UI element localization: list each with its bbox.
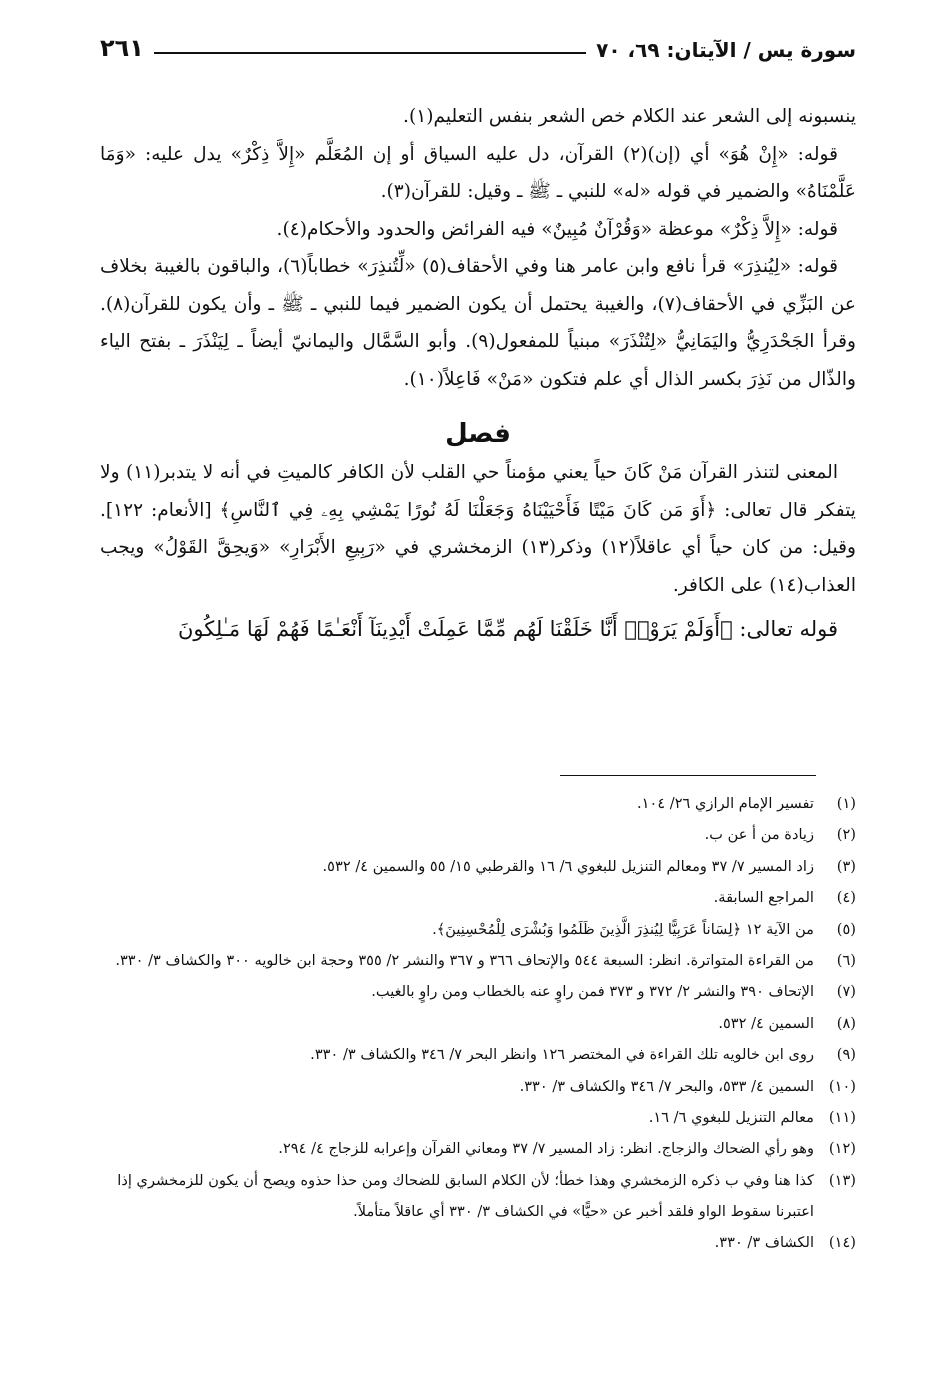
footnote-number: (١٢) [828, 1140, 856, 1158]
footnote-item [100, 1102, 856, 1133]
footnote-item [100, 1039, 856, 1070]
footnote-number: (٣) [836, 857, 856, 875]
footnote-number: (١) [836, 795, 856, 812]
footnote-item [100, 851, 856, 882]
footnote-item [100, 882, 856, 913]
page-number: ٢٦١ [100, 34, 144, 62]
footnote-number: (٤) [836, 889, 856, 907]
footnote-item [100, 1133, 856, 1164]
footnote-number: (٢) [836, 826, 856, 844]
paragraph-1: ينسبونه إلى الشعر عند الكلام خص الشعر بنفس التعليم(١). [403, 106, 856, 127]
paragraph-2: قوله: «إِنْ هُوَ» أي (إن)(٢) القرآن، دل عليه السياق أو إن المُعَلَّم «إِلاَّ ذِكْرٌ» يدل عليه: «وَمَا عَلَّمْنَاهُ» والضمير في قوله «له» للنبي ـ ﷺ ـ وقيل: للقرآن(٣). [100, 143, 856, 202]
footnote-item [100, 1165, 856, 1227]
footnote-item [100, 788, 856, 819]
footnote-text: تفسير الإمام الرازي ٢٦/ ١٠٤. [637, 795, 814, 812]
footnote-text: روى ابن خالويه تلك القراءة في المختصر ١٢٦ وانظر البحر ٧/ ٣٤٦ والكشاف ٣/ ٣٣٠. [310, 1046, 814, 1064]
footnote-number: (٥) [836, 920, 856, 938]
header-rule [154, 52, 586, 54]
footnote-number: (٩) [836, 1046, 856, 1064]
verse-line: قوله تعالى: ﴿أَوَلَمْ يَرَوْا۟ أَنَّا خَلَقْنَا لَهُم مِّمَّا عَمِلَتْ أَيْدِينَآ أَنْعَـٰمًا فَهُمْ لَهَا مَـٰلِكُونَ [177, 617, 838, 641]
footnote-item [100, 1008, 856, 1039]
header-title: سورة يس / الآيتان: ٦٩، ٧٠ [596, 38, 856, 62]
footnote-item [100, 1227, 856, 1258]
footnote-number: (٨) [836, 1014, 856, 1032]
footnote-item [100, 945, 856, 976]
footnote-text: معالم التنزيل للبغوي ٦/ ١٦. [648, 1109, 814, 1127]
footnote-item [100, 914, 856, 945]
footnote-number: (٧) [836, 983, 856, 1001]
running-header [100, 28, 856, 62]
footnote-text: زاد المسير ٧/ ٣٧ ومعالم التنزيل للبغوي ٦/ ١٦ والقرطبي ١٥/ ٥٥ والسمين ٤/ ٥٣٢. [322, 857, 814, 875]
footnote-text: المراجع السابقة. [713, 889, 814, 907]
footnote-item [100, 819, 856, 850]
footnote-number: (١١) [828, 1109, 856, 1127]
footnote-separator [560, 775, 816, 776]
footnote-text: السمين ٤/ ٥٣٣، والبحر ٧/ ٣٤٦ والكشاف ٣/ ٣٣٠. [519, 1077, 814, 1095]
footnote-text: الإتحاف ٣٩٠ والنشر ٢/ ٣٧٢ و ٣٧٣ فمن راوٍ عنه بالخطاب ومن راوٍ بالغيب. [371, 983, 814, 1001]
footnote-text: زيادة من أ عن ب. [704, 826, 814, 844]
footnote-item [100, 976, 856, 1007]
footnote-number: (١٣) [828, 1171, 856, 1189]
paragraph-4: قوله: «لِيُنذِرَ» قرأ نافع وابن عامر هنا وفي الأحقاف(٥) «لِّتُنذِرَ» خطاباً(٦)، والباقون بالغيبة بخلاف عن البَزِّي في الأحقاف(٧)، والغيبة يحتمل أن يكون الضمير فيما للنبي ـ ﷺ ـ وأن يكون للقرآن(٨). وقرأ الجَحْدَرِيُّ واليَمَانِيُّ «لِتُنْذَرَ» مبنياً للمفعول(٩). وأبو السَّمَّال واليمانيّ أيضاً ـ لِيَنْذَرَ ـ بفتح الياء والذّال من نَذِرَ بكسر الذال أي علم فتكون «مَنْ» فَاعِلاً(١٠). [100, 256, 856, 390]
section-paragraph: المعنى لتنذر القرآن مَنْ كَانَ حياً يعني مؤمناً حي القلب لأن الكافر كالميتِ في أنه لا يتدبر(١١) ولا يتفكر قال تعالى: ﴿أَوَ مَن كَانَ مَيْتًا فَأَحْيَيْنَاهُ وَجَعَلْنَا لَهُ نُورًا يَمْشِي بِهِۦ فِي ٱلنَّاسِ﴾ [الأنعام: ١٢٢]. وقيل: من كان حياً أي عاقلاً(١٢) وذكر(١٣) الزمخشري في «رَبِيعِ الأَبْرَارِ» «وَيحِقَّ القَوْلُ» ويجب العذاب(١٤) على الكافر. [100, 462, 856, 596]
footnote-text: من الآية ١٢ ﴿لِسَاناً عَرَبِيًّا لِيُنذِرَ الَّذِينَ ظَلَمُوا وَبُشْرَى لِلْمُحْسِنِينَ﴾. [432, 920, 814, 938]
footnote-item [100, 1071, 856, 1102]
footnote-text: كذا هنا وفي ب ذكره الزمخشري وهذا خطأ؛ لأن الكلام السابق للضحاك ومن حذا حذوه ويصح أن يكون للزمخشري إذا اعتبرنا سقوط الواو فلقد أخبر عن «حيًّا» في الكشاف ٣/ ٣٣٠ أي عاقلاً متأملاً. [117, 1171, 814, 1220]
main-text [100, 98, 856, 652]
footnote-number: (٦) [836, 952, 856, 970]
footnote-text: الكشاف ٣/ ٣٣٠. [714, 1233, 814, 1251]
footnote-number: (١٠) [828, 1077, 856, 1095]
paragraph-3: قوله: «إِلاَّ ذِكْرٌ» موعظة «وَقُرْآنٌ مُبِينٌ» فيه الفرائض والحدود والأحكام(٤). [276, 218, 838, 240]
footnote-text: من القراءة المتواترة. انظر: السبعة ٥٤٤ والإتحاف ٣٦٦ و ٣٦٧ والنشر ٢/ ٣٥٥ وحجة ابن خالويه ٣٠٠ والكشاف ٣/ ٣٣٠. [115, 952, 814, 970]
footnote-text: السمين ٤/ ٥٣٢. [718, 1014, 814, 1032]
footnote-text: وهو رأي الضحاك والزجاج. انظر: زاد المسير ٧/ ٣٧ ومعاني القرآن وإعرابه للزجاج ٤/ ٢٩٤. [278, 1140, 814, 1158]
footnotes [100, 788, 856, 1258]
section-heading: فصل [445, 419, 511, 449]
footnote-number: (١٤) [828, 1233, 856, 1251]
